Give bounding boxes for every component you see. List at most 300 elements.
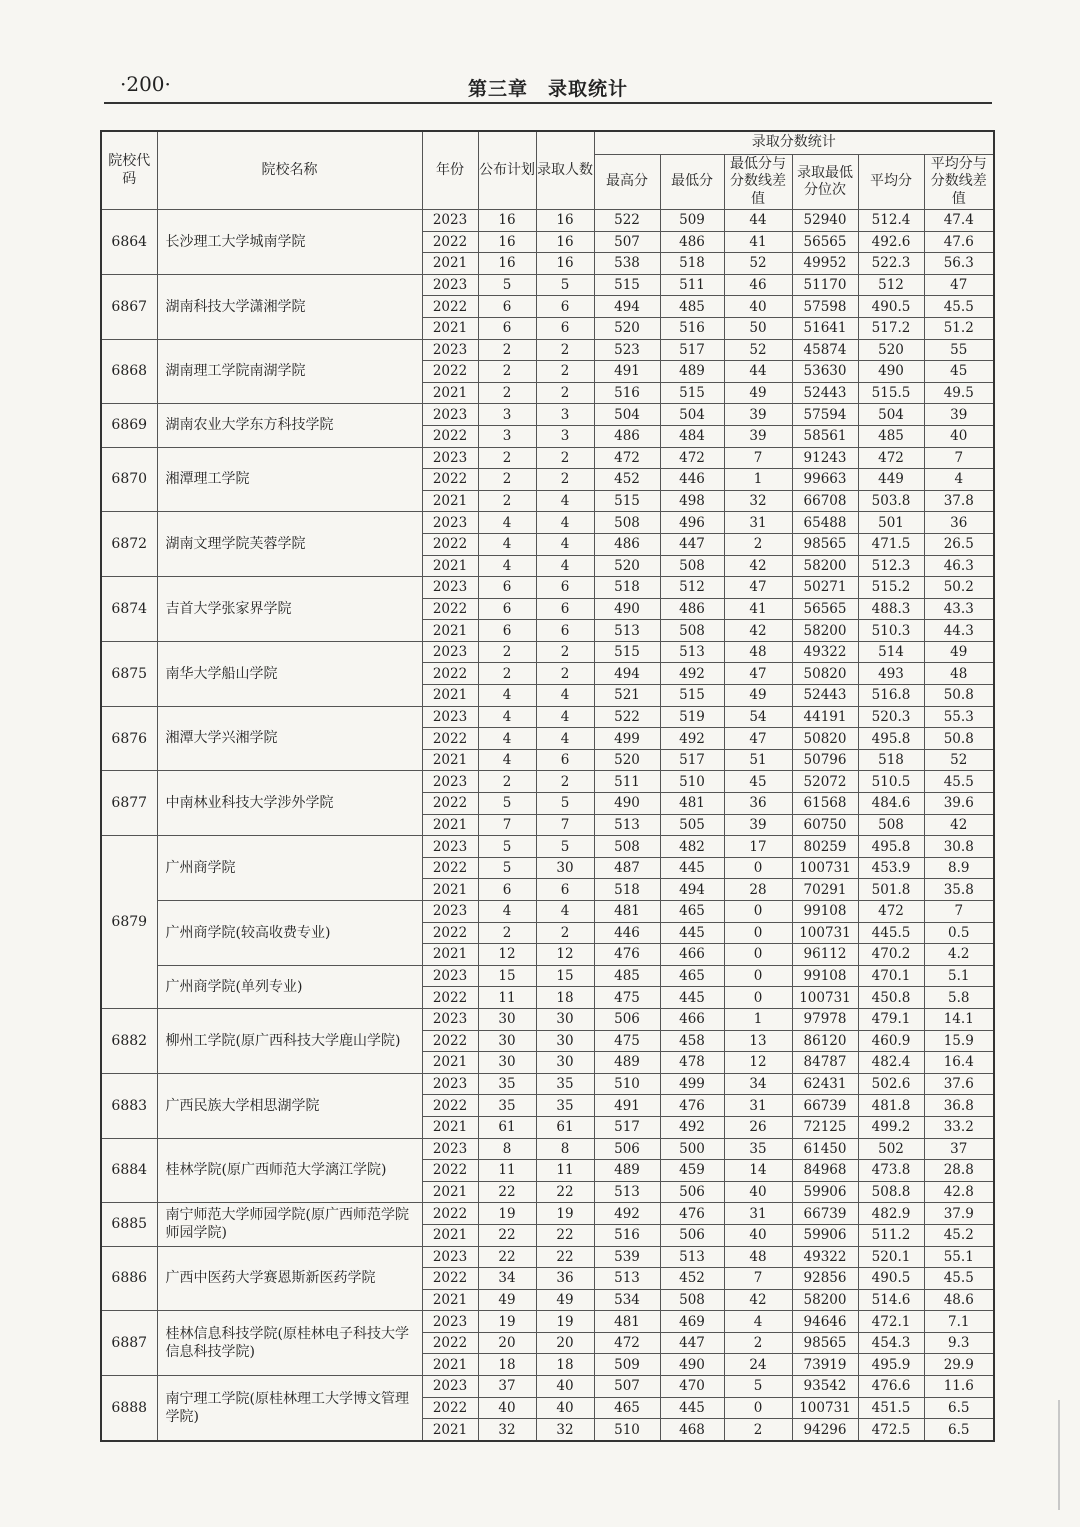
cell-max: 520 xyxy=(594,749,660,771)
cell-avg: 510.3 xyxy=(858,620,924,642)
school-code: 6882 xyxy=(101,1008,157,1073)
cell-max: 510 xyxy=(594,1419,660,1441)
cell-max: 499 xyxy=(594,728,660,750)
cell-avg: 454.3 xyxy=(858,1332,924,1354)
cell-min-rank: 70291 xyxy=(792,879,858,901)
cell-min-rank: 99108 xyxy=(792,901,858,923)
cell-avg-diff: 37 xyxy=(924,1138,994,1160)
cell-avg: 512.4 xyxy=(858,210,924,232)
cell-min: 511 xyxy=(660,274,724,296)
school-code: 6870 xyxy=(101,447,157,512)
cell-year: 2021 xyxy=(422,685,478,707)
cell-avg-diff: 47.4 xyxy=(924,210,994,232)
table-row xyxy=(101,1376,994,1398)
cell-min: 500 xyxy=(660,1138,724,1160)
cell-year: 2021 xyxy=(422,944,478,966)
cell-plan: 2 xyxy=(478,641,536,663)
cell-year: 2022 xyxy=(422,663,478,685)
cell-max: 522 xyxy=(594,706,660,728)
cell-min-diff: 0 xyxy=(724,857,792,879)
cell-min: 466 xyxy=(660,944,724,966)
cell-max: 509 xyxy=(594,1354,660,1376)
cell-admitted: 6 xyxy=(536,879,594,901)
cell-min-rank: 52940 xyxy=(792,210,858,232)
cell-min: 484 xyxy=(660,425,724,447)
cell-avg-diff: 46.3 xyxy=(924,555,994,577)
cell-avg: 472 xyxy=(858,901,924,923)
cell-year: 2021 xyxy=(422,490,478,512)
cell-min-rank: 97978 xyxy=(792,1008,858,1030)
school-name: 广州商学院 xyxy=(157,836,422,901)
cell-year: 2022 xyxy=(422,533,478,555)
header-plan: 公布计划 xyxy=(478,131,536,210)
cell-max: 481 xyxy=(594,901,660,923)
cell-avg-diff: 42.8 xyxy=(924,1181,994,1203)
cell-min-rank: 84787 xyxy=(792,1052,858,1074)
cell-min-rank: 51170 xyxy=(792,274,858,296)
cell-max: 520 xyxy=(594,317,660,339)
cell-avg: 520 xyxy=(858,339,924,361)
cell-min-diff: 12 xyxy=(724,1052,792,1074)
cell-avg-diff: 15.9 xyxy=(924,1030,994,1052)
cell-min-diff: 32 xyxy=(724,490,792,512)
school-code: 6879 xyxy=(101,836,157,1009)
cell-plan: 6 xyxy=(478,620,536,642)
cell-year: 2022 xyxy=(422,1332,478,1354)
cell-admitted: 35 xyxy=(536,1073,594,1095)
cell-avg-diff: 36.8 xyxy=(924,1095,994,1117)
table-row xyxy=(101,1311,994,1333)
cell-min: 492 xyxy=(660,663,724,685)
cell-avg: 482.4 xyxy=(858,1052,924,1074)
school-code: 6869 xyxy=(101,404,157,447)
cell-plan: 11 xyxy=(478,1160,536,1182)
cell-min-rank: 66739 xyxy=(792,1095,858,1117)
cell-avg: 460.9 xyxy=(858,1030,924,1052)
cell-min-diff: 14 xyxy=(724,1160,792,1182)
cell-admitted: 6 xyxy=(536,749,594,771)
cell-min-diff: 0 xyxy=(724,944,792,966)
cell-min: 506 xyxy=(660,1181,724,1203)
cell-year: 2023 xyxy=(422,641,478,663)
cell-min-diff: 41 xyxy=(724,598,792,620)
cell-avg-diff: 45 xyxy=(924,361,994,383)
cell-avg-diff: 6.5 xyxy=(924,1419,994,1441)
cell-avg-diff: 4.2 xyxy=(924,944,994,966)
cell-max: 494 xyxy=(594,663,660,685)
cell-avg-diff: 49.5 xyxy=(924,382,994,404)
cell-min-diff: 44 xyxy=(724,210,792,232)
cell-min-rank: 52443 xyxy=(792,382,858,404)
cell-avg: 472 xyxy=(858,447,924,469)
cell-max: 538 xyxy=(594,253,660,275)
cell-min-diff: 39 xyxy=(724,404,792,426)
cell-min-rank: 91243 xyxy=(792,447,858,469)
cell-avg-diff: 16.4 xyxy=(924,1052,994,1074)
cell-max: 520 xyxy=(594,555,660,577)
cell-min: 489 xyxy=(660,361,724,383)
cell-min-diff: 7 xyxy=(724,447,792,469)
cell-plan: 49 xyxy=(478,1289,536,1311)
cell-min-diff: 1 xyxy=(724,469,792,491)
cell-max: 506 xyxy=(594,1008,660,1030)
cell-avg-diff: 33.2 xyxy=(924,1116,994,1138)
cell-year: 2023 xyxy=(422,1008,478,1030)
cell-max: 494 xyxy=(594,296,660,318)
cell-min-rank: 66739 xyxy=(792,1203,858,1225)
cell-plan: 2 xyxy=(478,447,536,469)
cell-min-rank: 94646 xyxy=(792,1311,858,1333)
cell-plan: 20 xyxy=(478,1332,536,1354)
cell-max: 446 xyxy=(594,922,660,944)
cell-year: 2021 xyxy=(422,620,478,642)
cell-plan: 4 xyxy=(478,706,536,728)
cell-avg-diff: 48 xyxy=(924,663,994,685)
cell-plan: 5 xyxy=(478,857,536,879)
school-code: 6886 xyxy=(101,1246,157,1311)
table-row xyxy=(101,771,994,793)
cell-min: 510 xyxy=(660,771,724,793)
school-name: 南华大学船山学院 xyxy=(157,641,422,706)
cell-admitted: 4 xyxy=(536,533,594,555)
cell-min-diff: 26 xyxy=(724,1116,792,1138)
school-code: 6883 xyxy=(101,1073,157,1138)
cell-plan: 4 xyxy=(478,533,536,555)
cell-avg-diff: 7 xyxy=(924,901,994,923)
cell-avg: 470.1 xyxy=(858,965,924,987)
header-score-stats: 录取分数统计 xyxy=(594,131,994,155)
cell-year: 2022 xyxy=(422,1160,478,1182)
cell-min-rank: 57598 xyxy=(792,296,858,318)
cell-avg-diff: 52 xyxy=(924,749,994,771)
cell-year: 2021 xyxy=(422,814,478,836)
cell-avg: 512.3 xyxy=(858,555,924,577)
school-code: 6876 xyxy=(101,706,157,771)
cell-avg: 470.2 xyxy=(858,944,924,966)
cell-min: 517 xyxy=(660,339,724,361)
cell-min-diff: 49 xyxy=(724,685,792,707)
cell-avg-diff: 50.8 xyxy=(924,728,994,750)
cell-max: 517 xyxy=(594,1116,660,1138)
cell-admitted: 16 xyxy=(536,210,594,232)
cell-plan: 2 xyxy=(478,663,536,685)
cell-min-diff: 1 xyxy=(724,1008,792,1030)
cell-avg-diff: 7 xyxy=(924,447,994,469)
cell-avg-diff: 47 xyxy=(924,274,994,296)
cell-year: 2022 xyxy=(422,469,478,491)
cell-avg: 503.8 xyxy=(858,490,924,512)
cell-min-rank: 53630 xyxy=(792,361,858,383)
cell-min-diff: 4 xyxy=(724,1311,792,1333)
cell-year: 2023 xyxy=(422,1138,478,1160)
cell-max: 508 xyxy=(594,512,660,534)
cell-min-diff: 2 xyxy=(724,1419,792,1441)
cell-min: 509 xyxy=(660,210,724,232)
cell-admitted: 40 xyxy=(536,1397,594,1419)
cell-min-diff: 0 xyxy=(724,1397,792,1419)
cell-min: 508 xyxy=(660,555,724,577)
cell-year: 2022 xyxy=(422,1030,478,1052)
cell-year: 2022 xyxy=(422,922,478,944)
cell-avg: 453.9 xyxy=(858,857,924,879)
cell-admitted: 30 xyxy=(536,1052,594,1074)
cell-admitted: 7 xyxy=(536,814,594,836)
school-name: 南宁理工学院(原桂林理工大学博文管理学院) xyxy=(157,1376,422,1441)
cell-min-rank: 59906 xyxy=(792,1224,858,1246)
cell-max: 521 xyxy=(594,685,660,707)
cell-min-diff: 24 xyxy=(724,1354,792,1376)
header-min-diff: 最低分与分数线差值 xyxy=(724,155,792,210)
cell-avg-diff: 5.8 xyxy=(924,987,994,1009)
cell-max: 511 xyxy=(594,771,660,793)
cell-max: 508 xyxy=(594,836,660,858)
cell-min-diff: 17 xyxy=(724,836,792,858)
cell-year: 2023 xyxy=(422,771,478,793)
school-name: 湖南理工学院南湖学院 xyxy=(157,339,422,404)
header-avg-diff: 平均分与分数线差值 xyxy=(924,155,994,210)
cell-min: 468 xyxy=(660,1419,724,1441)
cell-min-rank: 50271 xyxy=(792,577,858,599)
cell-avg-diff: 55 xyxy=(924,339,994,361)
cell-year: 2021 xyxy=(422,317,478,339)
cell-min: 490 xyxy=(660,1354,724,1376)
cell-min: 470 xyxy=(660,1376,724,1398)
cell-avg: 490.5 xyxy=(858,296,924,318)
cell-plan: 5 xyxy=(478,793,536,815)
cell-avg-diff: 45.5 xyxy=(924,296,994,318)
cell-plan: 4 xyxy=(478,901,536,923)
cell-min-diff: 51 xyxy=(724,749,792,771)
cell-min-diff: 31 xyxy=(724,1095,792,1117)
cell-min-diff: 47 xyxy=(724,663,792,685)
cell-year: 2021 xyxy=(422,1419,478,1441)
table-row xyxy=(101,512,994,534)
cell-min-rank: 52443 xyxy=(792,685,858,707)
cell-min-diff: 40 xyxy=(724,1224,792,1246)
cell-year: 2023 xyxy=(422,274,478,296)
cell-min-rank: 45874 xyxy=(792,339,858,361)
cell-min: 445 xyxy=(660,1397,724,1419)
cell-admitted: 6 xyxy=(536,296,594,318)
cell-admitted: 15 xyxy=(536,965,594,987)
chapter-title: 第三章 录取统计 xyxy=(467,78,628,100)
cell-year: 2023 xyxy=(422,836,478,858)
cell-year: 2021 xyxy=(422,1354,478,1376)
cell-plan: 3 xyxy=(478,404,536,426)
cell-min: 517 xyxy=(660,749,724,771)
cell-avg: 479.1 xyxy=(858,1008,924,1030)
cell-admitted: 2 xyxy=(536,361,594,383)
cell-avg-diff: 35.8 xyxy=(924,879,994,901)
cell-avg: 488.3 xyxy=(858,598,924,620)
cell-plan: 4 xyxy=(478,512,536,534)
cell-min: 492 xyxy=(660,728,724,750)
cell-max: 516 xyxy=(594,1224,660,1246)
cell-year: 2023 xyxy=(422,339,478,361)
cell-min-rank: 99108 xyxy=(792,965,858,987)
cell-avg-diff: 39.6 xyxy=(924,793,994,815)
table-row xyxy=(101,210,994,232)
cell-min: 508 xyxy=(660,1289,724,1311)
cell-max: 485 xyxy=(594,965,660,987)
table-row xyxy=(101,447,994,469)
cell-admitted: 5 xyxy=(536,836,594,858)
cell-avg-diff: 49 xyxy=(924,641,994,663)
cell-avg-diff: 40 xyxy=(924,425,994,447)
cell-avg-diff: 39 xyxy=(924,404,994,426)
school-name: 吉首大学张家界学院 xyxy=(157,577,422,642)
cell-max: 516 xyxy=(594,382,660,404)
cell-min: 459 xyxy=(660,1160,724,1182)
cell-admitted: 4 xyxy=(536,706,594,728)
cell-max: 452 xyxy=(594,469,660,491)
cell-admitted: 2 xyxy=(536,339,594,361)
cell-min-rank: 61450 xyxy=(792,1138,858,1160)
cell-avg-diff: 37.6 xyxy=(924,1073,994,1095)
cell-avg: 522.3 xyxy=(858,253,924,275)
school-code: 6874 xyxy=(101,577,157,642)
cell-min: 452 xyxy=(660,1268,724,1290)
cell-avg-diff: 42 xyxy=(924,814,994,836)
cell-plan: 18 xyxy=(478,1354,536,1376)
cell-plan: 2 xyxy=(478,361,536,383)
header-max: 最高分 xyxy=(594,155,660,210)
cell-year: 2022 xyxy=(422,1268,478,1290)
cell-min-diff: 28 xyxy=(724,879,792,901)
cell-min-diff: 42 xyxy=(724,1289,792,1311)
cell-min-diff: 0 xyxy=(724,965,792,987)
cell-max: 507 xyxy=(594,231,660,253)
cell-admitted: 22 xyxy=(536,1181,594,1203)
cell-plan: 19 xyxy=(478,1311,536,1333)
cell-avg-diff: 8.9 xyxy=(924,857,994,879)
cell-max: 481 xyxy=(594,1311,660,1333)
cell-plan: 2 xyxy=(478,339,536,361)
cell-avg: 510.5 xyxy=(858,771,924,793)
cell-avg: 501 xyxy=(858,512,924,534)
cell-avg: 485 xyxy=(858,425,924,447)
cell-plan: 6 xyxy=(478,879,536,901)
cell-plan: 32 xyxy=(478,1419,536,1441)
school-name: 湘潭理工学院 xyxy=(157,447,422,512)
cell-avg-diff: 28.8 xyxy=(924,1160,994,1182)
cell-avg: 451.5 xyxy=(858,1397,924,1419)
cell-avg: 520.1 xyxy=(858,1246,924,1268)
cell-avg: 481.8 xyxy=(858,1095,924,1117)
header-min: 最低分 xyxy=(660,155,724,210)
cell-admitted: 19 xyxy=(536,1311,594,1333)
cell-min-diff: 36 xyxy=(724,793,792,815)
cell-admitted: 18 xyxy=(536,1354,594,1376)
cell-year: 2021 xyxy=(422,1224,478,1246)
cell-avg: 518 xyxy=(858,749,924,771)
cell-plan: 2 xyxy=(478,469,536,491)
cell-min-rank: 92856 xyxy=(792,1268,858,1290)
table-row xyxy=(101,1138,994,1160)
cell-admitted: 22 xyxy=(536,1246,594,1268)
cell-max: 491 xyxy=(594,361,660,383)
cell-min-rank: 58200 xyxy=(792,1289,858,1311)
school-name: 桂林学院(原广西师范大学漓江学院) xyxy=(157,1138,422,1203)
cell-max: 506 xyxy=(594,1138,660,1160)
admission-statistics-table xyxy=(100,130,995,1442)
cell-year: 2022 xyxy=(422,425,478,447)
cell-year: 2021 xyxy=(422,879,478,901)
cell-min-diff: 47 xyxy=(724,728,792,750)
cell-max: 513 xyxy=(594,1181,660,1203)
cell-min: 476 xyxy=(660,1095,724,1117)
cell-min: 446 xyxy=(660,469,724,491)
header-year: 年份 xyxy=(422,131,478,210)
cell-min-diff: 40 xyxy=(724,1181,792,1203)
cell-admitted: 22 xyxy=(536,1224,594,1246)
cell-min: 508 xyxy=(660,620,724,642)
cell-admitted: 4 xyxy=(536,512,594,534)
cell-avg: 520.3 xyxy=(858,706,924,728)
table-row xyxy=(101,1073,994,1095)
cell-min-rank: 56565 xyxy=(792,231,858,253)
cell-year: 2021 xyxy=(422,1289,478,1311)
cell-min: 466 xyxy=(660,1008,724,1030)
cell-admitted: 8 xyxy=(536,1138,594,1160)
cell-max: 513 xyxy=(594,620,660,642)
cell-max: 513 xyxy=(594,814,660,836)
cell-plan: 35 xyxy=(478,1073,536,1095)
cell-max: 513 xyxy=(594,1268,660,1290)
cell-min-diff: 44 xyxy=(724,361,792,383)
cell-year: 2023 xyxy=(422,1376,478,1398)
cell-min-rank: 65488 xyxy=(792,512,858,534)
cell-max: 518 xyxy=(594,879,660,901)
cell-plan: 11 xyxy=(478,987,536,1009)
cell-year: 2023 xyxy=(422,901,478,923)
cell-min-rank: 50820 xyxy=(792,728,858,750)
cell-avg-diff: 36 xyxy=(924,512,994,534)
cell-min-diff: 40 xyxy=(724,296,792,318)
cell-max: 492 xyxy=(594,1203,660,1225)
cell-avg: 517.2 xyxy=(858,317,924,339)
cell-avg: 493 xyxy=(858,663,924,685)
cell-plan: 4 xyxy=(478,555,536,577)
cell-admitted: 4 xyxy=(536,555,594,577)
cell-plan: 16 xyxy=(478,231,536,253)
school-name: 湖南农业大学东方科技学院 xyxy=(157,404,422,447)
cell-avg: 508.8 xyxy=(858,1181,924,1203)
cell-min: 482 xyxy=(660,836,724,858)
cell-min-rank: 98565 xyxy=(792,1332,858,1354)
cell-min: 458 xyxy=(660,1030,724,1052)
cell-min-diff: 0 xyxy=(724,922,792,944)
cell-min-diff: 45 xyxy=(724,771,792,793)
cell-admitted: 30 xyxy=(536,1008,594,1030)
cell-min-diff: 35 xyxy=(724,1138,792,1160)
cell-min: 486 xyxy=(660,598,724,620)
cell-year: 2022 xyxy=(422,231,478,253)
page-header xyxy=(104,70,992,104)
cell-min: 445 xyxy=(660,857,724,879)
cell-min: 447 xyxy=(660,533,724,555)
cell-year: 2022 xyxy=(422,728,478,750)
school-code: 6888 xyxy=(101,1376,157,1441)
cell-min-rank: 49322 xyxy=(792,641,858,663)
cell-min-rank: 58200 xyxy=(792,555,858,577)
cell-min: 506 xyxy=(660,1224,724,1246)
cell-plan: 4 xyxy=(478,685,536,707)
cell-avg: 511.2 xyxy=(858,1224,924,1246)
cell-min: 486 xyxy=(660,231,724,253)
cell-min-diff: 42 xyxy=(724,555,792,577)
cell-min-rank: 98565 xyxy=(792,533,858,555)
